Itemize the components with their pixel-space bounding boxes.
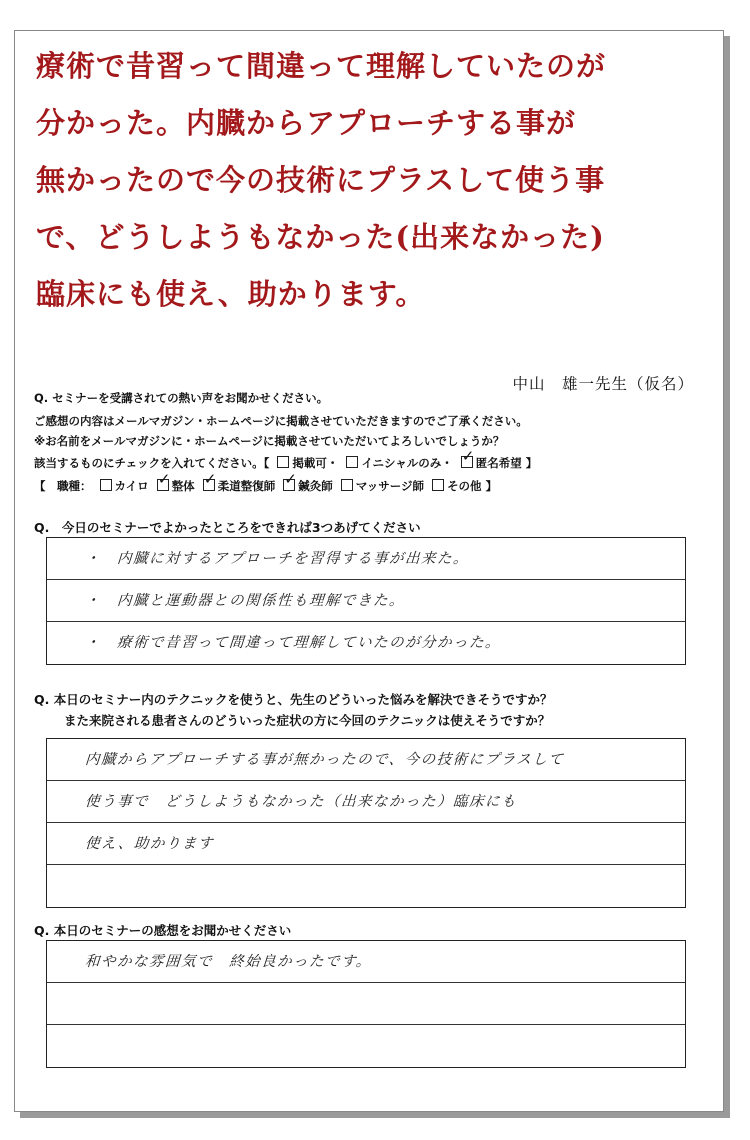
bracket-close: 】 <box>525 456 538 470</box>
answer-line <box>47 941 685 983</box>
publication-options <box>34 447 538 471</box>
check-mark-icon: ✓ <box>203 470 217 488</box>
answer-line <box>47 781 685 823</box>
handwritten-answer: ・ 内臓に対するアプローチを習得する事が出来た。 <box>84 551 470 567</box>
answer-line <box>47 1025 685 1067</box>
job-option: カイロ <box>114 479 149 493</box>
headline-line: 臨床にも使え、助かります。 <box>36 277 426 311</box>
job-option: 柔道整復師 <box>217 479 276 493</box>
checkbox-acupuncture[interactable] <box>283 470 297 491</box>
check-mark-icon: ✓ <box>461 447 475 465</box>
question-2-title: Q. 本日のセミナー内のテクニックを使うと、先生のどういった悩みを解決できそうですか？ <box>34 692 553 707</box>
option-label: 匿名希望 <box>475 456 522 470</box>
job-option: マッサージ師 <box>355 479 425 493</box>
question-3-title: Q. 本日のセミナーの感想をお聞かせください <box>34 923 292 938</box>
answer-line <box>47 739 685 781</box>
testimonial-headline <box>36 38 696 323</box>
job-option: その他 <box>447 479 482 493</box>
handwritten-answer: 和やかな雰囲気で 終始良かったです。 <box>84 954 373 970</box>
checkbox-massage[interactable] <box>341 479 353 491</box>
check-mark-icon: ✓ <box>284 470 297 488</box>
permission-question: ※お名前をメールマガジンに・ホームページに掲載させていただいてよろしいでしょうか？ <box>34 434 505 448</box>
job-option: 鍼灸師 <box>298 479 333 493</box>
check-mark-icon: ✓ <box>157 470 171 488</box>
headline-line: 無かったので今の技術にプラスして使う事 <box>36 163 606 197</box>
checkbox-chiro[interactable] <box>100 479 112 491</box>
checkbox-judo[interactable] <box>203 470 217 491</box>
checkbox-seitai[interactable] <box>157 470 171 491</box>
handwritten-answer: 使え、助かります <box>84 836 215 852</box>
handwritten-answer: 使う事で どうしようもなかった（出来なかった）臨床にも <box>84 794 518 810</box>
checkbox-publish-ok[interactable] <box>277 456 289 468</box>
answer-line <box>47 865 685 907</box>
answer-line <box>47 983 685 1025</box>
job-option: 整体 <box>171 479 195 493</box>
answer-box-2 <box>46 738 686 908</box>
respondent-name: 中山 雄一先生（仮名） <box>512 375 694 393</box>
handwritten-answer: 内臓からアプローチする事が無かったので、今の技術にプラスして <box>84 752 565 768</box>
question-intro: Q. セミナーを受講されての熱い声をお聞かせください。 <box>34 391 329 405</box>
question-1-title: Q. 今日のセミナーでよかったところをできれば3つあげてください <box>34 520 421 535</box>
option-label: 掲載可・ <box>292 456 339 470</box>
answer-line <box>47 823 685 865</box>
question-2-subtitle: また来院される患者さんのどういった症状の方に今回のテクニックは使えそうですか？ <box>64 713 551 728</box>
answer-box-3 <box>46 940 686 1068</box>
headline-line: 分かった。内臓からアプローチする事が <box>36 106 577 140</box>
headline-line: 療術で昔習って間違って理解していたのが <box>36 49 607 83</box>
answer-line <box>47 580 685 622</box>
checkbox-anonymous[interactable] <box>461 447 475 468</box>
checkbox-other[interactable] <box>432 479 444 491</box>
bracket-close: 】 <box>485 479 498 493</box>
answer-box-1 <box>46 537 686 665</box>
headline-line: で、どうしようもなかった(出来なかった) <box>36 220 605 254</box>
checkbox-initials-only[interactable] <box>346 456 358 468</box>
answer-line <box>47 538 685 580</box>
publication-note: ご感想の内容はメールマガジン・ホームページに掲載させていただきますのでご了承ください。 <box>34 414 528 428</box>
handwritten-answer: ・ 内臓と運動器との関係性も理解できた。 <box>84 593 406 609</box>
option-label: イニシャルのみ・ <box>361 456 453 470</box>
handwritten-answer: ・ 療術で昔習って間違って理解していたのが分かった。 <box>84 635 502 651</box>
occupation-options <box>34 470 498 494</box>
job-label: 【 職種： <box>34 479 92 493</box>
check-prompt: 該当するものにチェックを入れてください。【 <box>34 456 270 470</box>
answer-line <box>47 622 685 664</box>
